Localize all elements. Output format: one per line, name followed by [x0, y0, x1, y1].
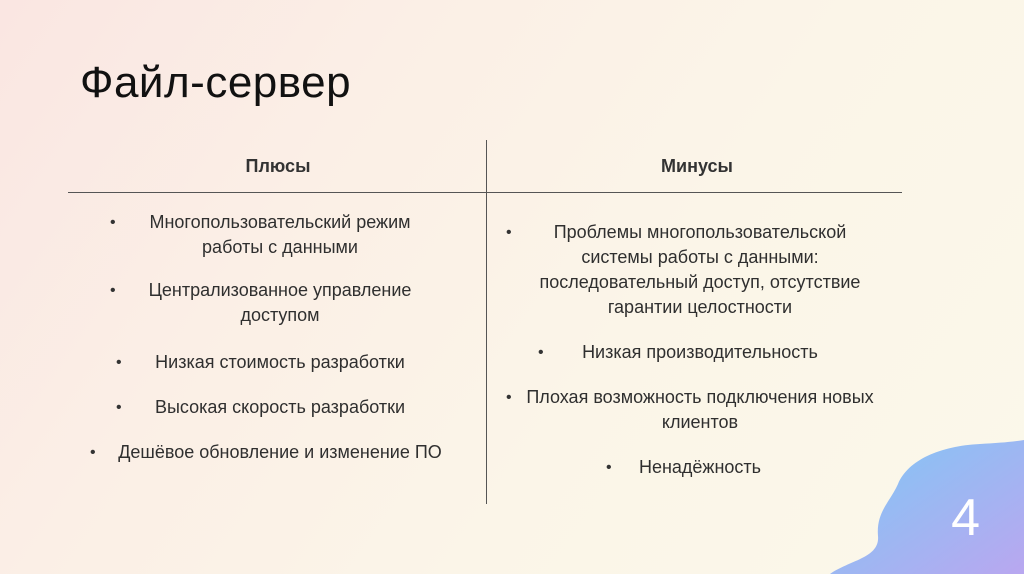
- bullet-icon: •: [606, 459, 612, 476]
- list-item: [70, 278, 490, 328]
- list-item-text: Проблемы многопользовательской системы работы с данными: последовательный доступ, отсутствие гарантии целостности: [539, 222, 861, 317]
- list-item: [70, 210, 490, 260]
- list-item-text: Высокая скорость разработки: [154, 397, 406, 417]
- slide-title: Файл-сервер: [80, 58, 352, 107]
- list-item-text: Ненадёжность: [638, 457, 762, 477]
- bullet-icon: •: [506, 224, 512, 241]
- pros-list: [70, 210, 490, 485]
- bullet-icon: •: [90, 444, 96, 461]
- list-item: [70, 440, 490, 465]
- bullet-icon: •: [110, 282, 116, 299]
- list-item-text: Низкая производительность: [582, 342, 818, 362]
- bullet-icon: •: [116, 354, 122, 371]
- bullet-icon: •: [110, 214, 116, 231]
- pros-header: Плюсы: [245, 156, 311, 176]
- table-header-divider: [68, 192, 902, 193]
- list-item: [70, 395, 490, 420]
- list-item: [490, 385, 910, 435]
- bullet-icon: •: [538, 344, 544, 361]
- list-item: [490, 340, 910, 365]
- cons-header: Минусы: [661, 156, 733, 176]
- bullet-icon: •: [116, 399, 122, 416]
- bullet-icon: •: [506, 389, 512, 406]
- page-number: 4: [951, 489, 980, 547]
- list-item-text: Многопользовательский режим работы с данными: [149, 212, 411, 257]
- list-item-text: Централизованное управление доступом: [148, 280, 412, 325]
- list-item-text: Плохая возможность подключения новых клиентов: [526, 387, 874, 432]
- list-item: [70, 350, 490, 375]
- list-item: [490, 220, 910, 320]
- list-item-text: Дешёвое обновление и изменение ПО: [118, 442, 442, 462]
- list-item-text: Низкая стоимость разработки: [155, 352, 405, 372]
- decorative-blob: [820, 440, 1024, 574]
